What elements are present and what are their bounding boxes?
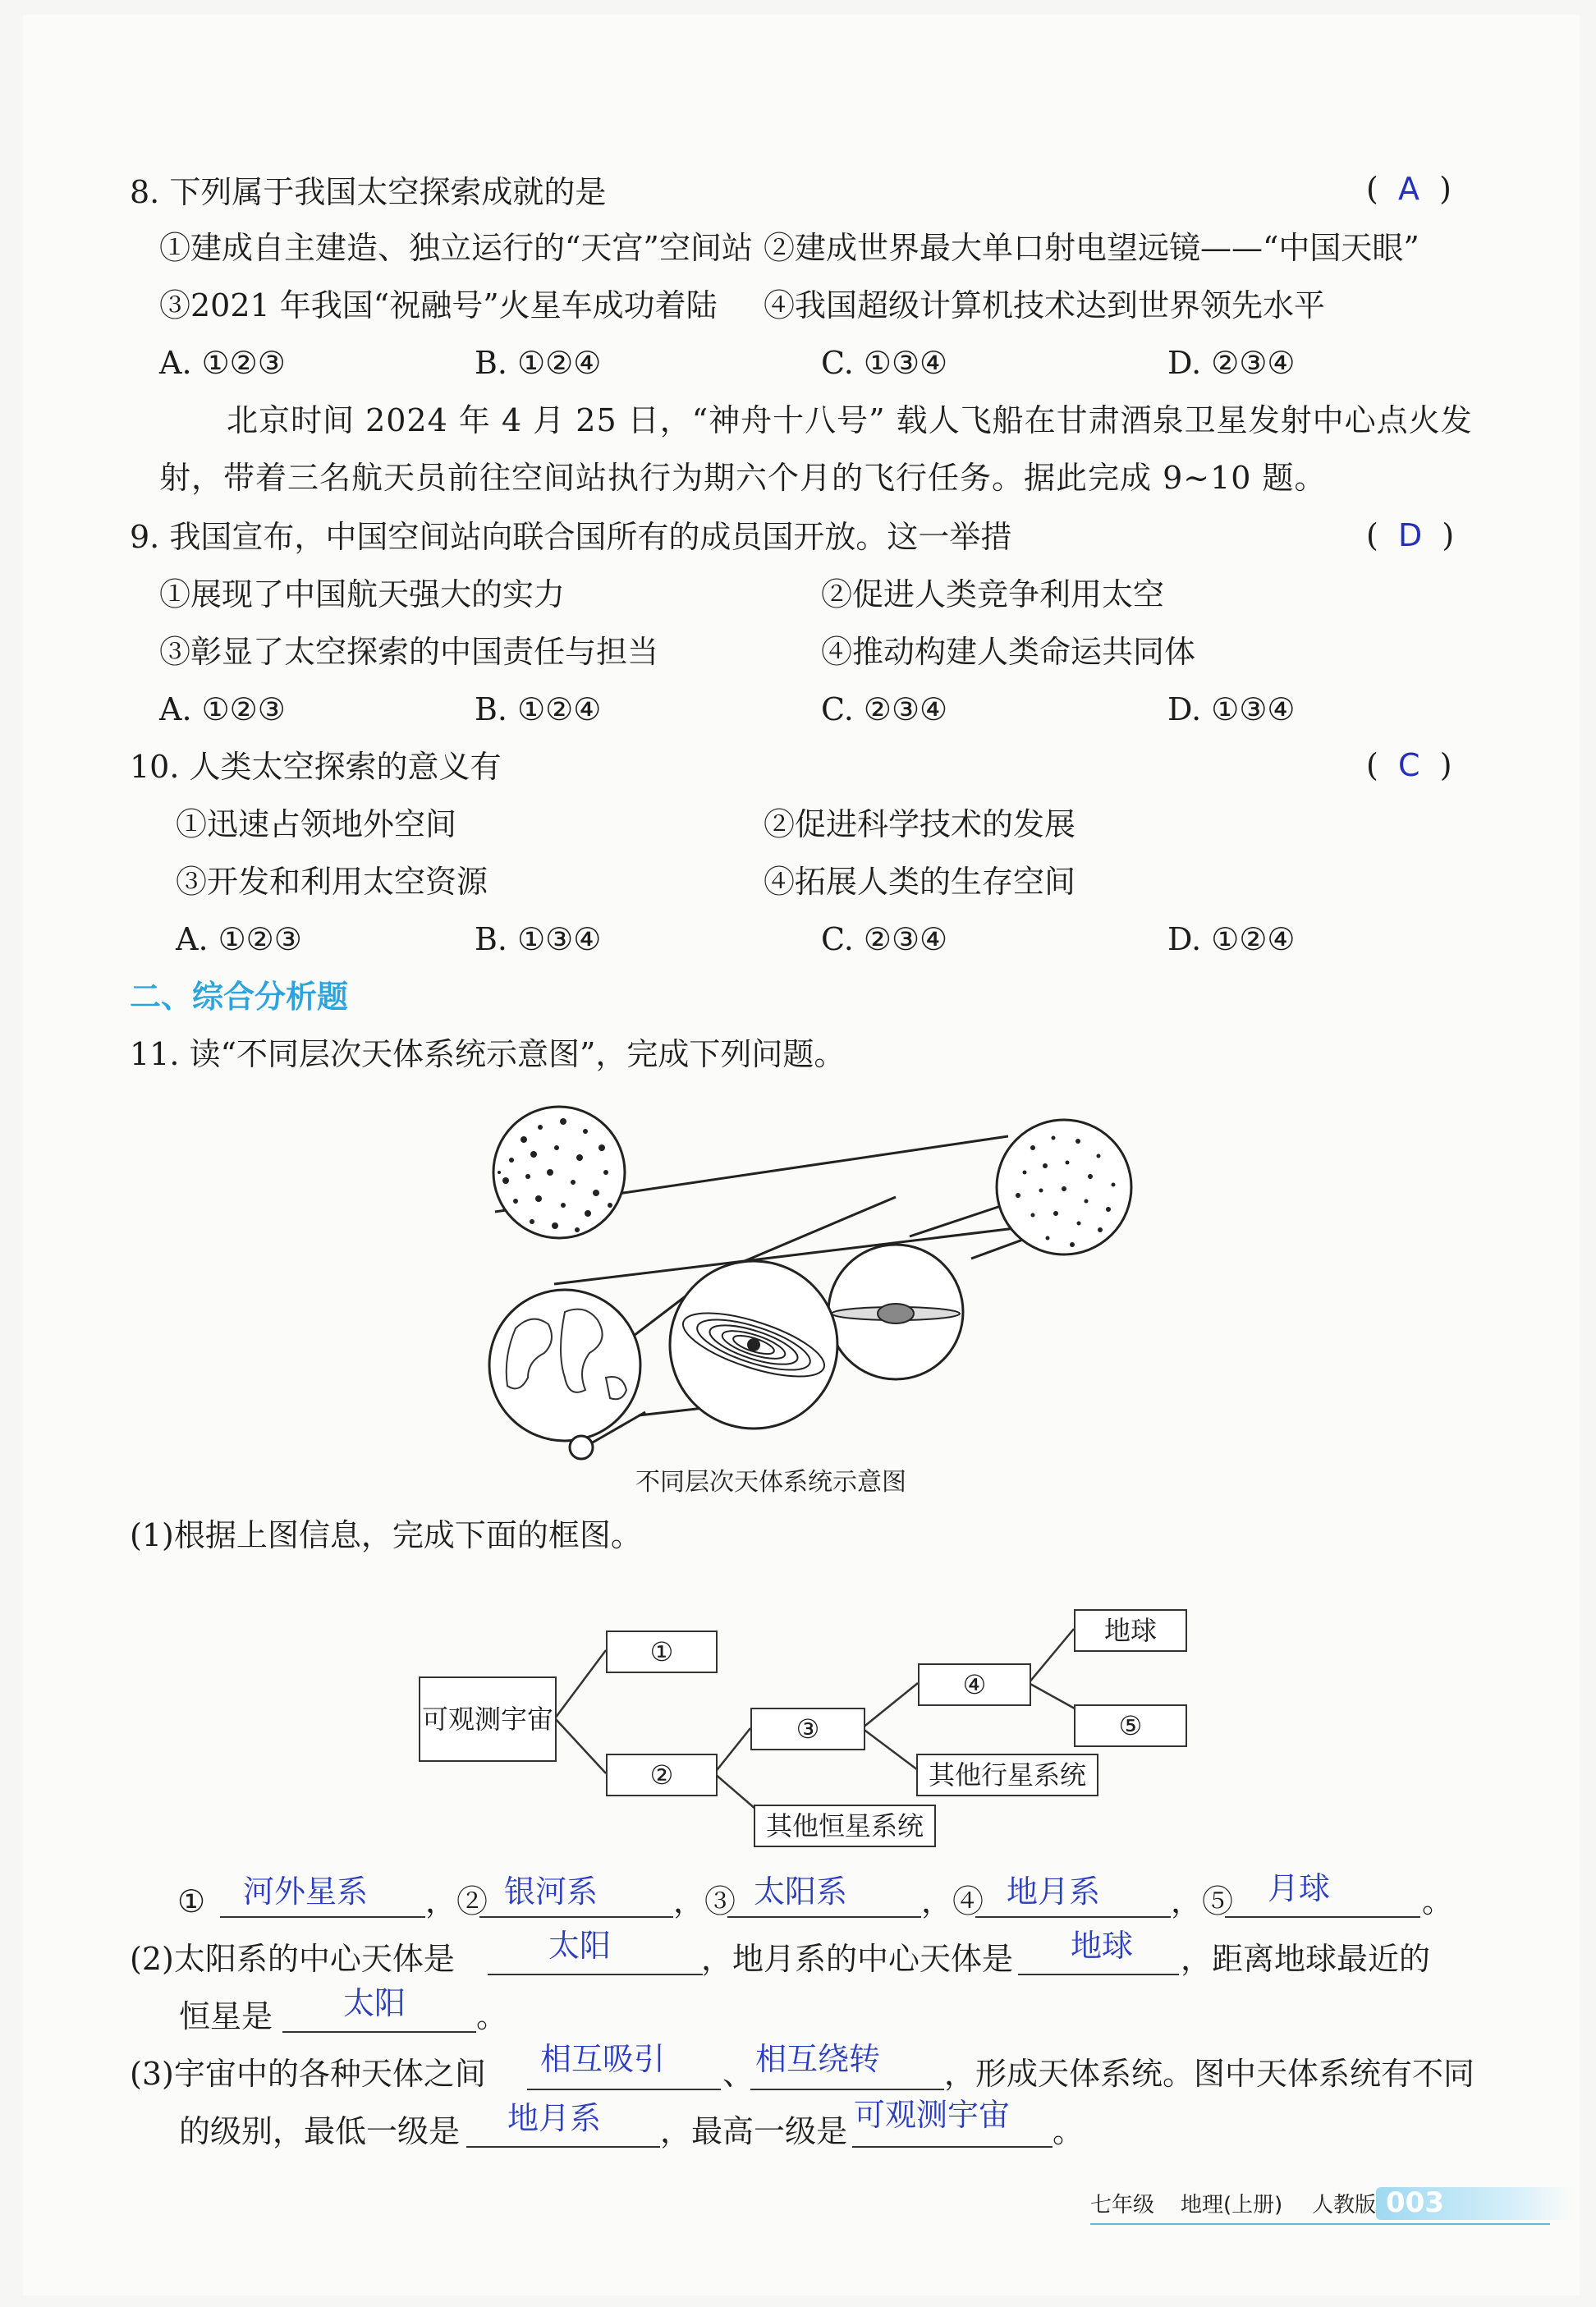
q8-choice-a: A. ①②③	[159, 345, 286, 381]
part2-answer-3: 太阳	[343, 1985, 406, 2021]
footer-grade: 七年级	[1090, 2193, 1155, 2218]
q9-choice-b: B. ①②④	[475, 691, 602, 727]
workbook-page	[23, 15, 1580, 2296]
part3-blank-2	[750, 2089, 944, 2090]
footer-edition: 人教版	[1312, 2193, 1377, 2218]
flowchart-box-4: ④	[918, 1663, 1031, 1706]
q9-option-2: ②促进人类竞争利用太空	[821, 576, 1165, 612]
part3-answer-2: 相互绕转	[755, 2041, 881, 2077]
part2-blank-3	[282, 2031, 476, 2033]
flowchart-box-earth: 地球	[1074, 1609, 1187, 1652]
q11-part2-text-2: ，地月系的中心天体是	[701, 1941, 1014, 1977]
q8-choice-b: B. ①②④	[475, 345, 602, 381]
q11-part2-text-3: ，距离地球最近的	[1181, 1941, 1431, 1977]
fill-end: 。	[1422, 1883, 1454, 1919]
q10-stem: 10. 人类太空探索的意义有	[130, 749, 502, 785]
fill-marker-2: ，②	[425, 1883, 488, 1919]
fill-answer-4: 地月系	[1007, 1874, 1101, 1910]
fill-marker-4: ，④	[921, 1883, 984, 1919]
flowchart-box-2: ②	[606, 1754, 718, 1796]
q9-stem: 9. 我国宣布，中国空间站向联合国所有的成员国开放。这一举措	[130, 519, 1012, 555]
q8-answer: A	[1397, 171, 1419, 207]
q10-option-3: ③开发和利用太空资源	[176, 864, 488, 900]
q10-choice-a: A. ①②③	[176, 921, 302, 957]
fill-answer-1: 河外星系	[243, 1874, 369, 1910]
figure-caption: 不同层次天体系统示意图	[635, 1468, 906, 1497]
flowchart-connectors	[23, 15, 1580, 1903]
q10-answer: C	[1397, 747, 1420, 783]
q10-option-1: ①迅速占领地外空间	[176, 806, 457, 842]
q10-option-4: ④拓展人类的生存空间	[764, 864, 1076, 900]
fill-blank-2	[479, 1916, 673, 1918]
q8-stem: 8. 下列属于我国太空探索成就的是	[130, 174, 607, 210]
q9-option-4: ④推动构建人类命运共同体	[821, 634, 1196, 670]
q8-choice-c: C. ①③④	[821, 345, 948, 381]
fill-blank-5	[1225, 1916, 1420, 1918]
q8-answer-bracket: ( A )	[1366, 171, 1452, 207]
flowchart-root-box: 可观测宇宙	[419, 1676, 557, 1762]
part3-blank-4	[852, 2146, 1053, 2148]
q10-choice-b: B. ①③④	[475, 921, 602, 957]
passage-line-1: 北京时间 2024 年 4 月 25 日，“神舟十八号” 载人飞船在甘肃酒泉卫星发射中心点火发	[227, 402, 1473, 438]
part3-answer-1: 相互吸引	[540, 2041, 666, 2077]
fill-blank-4	[975, 1916, 1171, 1918]
q9-answer: D	[1397, 517, 1423, 553]
part2-answer-1: 太阳	[548, 1928, 612, 1964]
part3-answer-3: 地月系	[507, 2100, 602, 2136]
part3-blank-1	[527, 2089, 721, 2090]
q11-part3-text-5: ，最高一级是	[660, 2113, 848, 2149]
footer-rule	[1090, 2223, 1550, 2225]
part2-answer-2: 地球	[1071, 1928, 1134, 1964]
q9-choice-c: C. ②③④	[821, 691, 948, 727]
q11-part1-prompt: (1)根据上图信息，完成下面的框图。	[130, 1517, 642, 1553]
flowchart-box-5: ⑤	[1074, 1704, 1187, 1747]
q11-stem: 11. 读“不同层次天体系统示意图”，完成下列问题。	[130, 1036, 846, 1072]
fill-blank-3	[727, 1916, 921, 1918]
q11-part2-text-1: (2)太阳系的中心天体是	[130, 1941, 455, 1977]
q11-part3-text-6: 。	[1053, 2113, 1085, 2149]
section-title: 二、综合分析题	[130, 979, 349, 1015]
passage-line-2: 射，带着三名航天员前往空间站执行为期六个月的飞行任务。据此完成 9~10 题。	[159, 460, 1327, 496]
q11-part3-text-1: (3)宇宙中的各种天体之间	[130, 2056, 486, 2092]
flowchart-box-3: ③	[750, 1708, 865, 1750]
fill-answer-3: 太阳系	[754, 1874, 848, 1910]
flowchart-box-other-planets: 其他行星系统	[916, 1754, 1098, 1796]
q11-part3-text-4: 的级别，最低一级是	[179, 2113, 461, 2149]
fill-answer-5: 月球	[1268, 1870, 1331, 1906]
fill-answer-2: 银河系	[504, 1874, 598, 1910]
flowchart-box-other-stars: 其他恒星系统	[754, 1805, 936, 1847]
q10-choice-c: C. ②③④	[821, 921, 948, 957]
q8-option-2: ②建成世界最大单口射电望远镜——“中国天眼”	[764, 230, 1419, 266]
q11-part3-text-3: ，形成天体系统。图中天体系统有不同	[944, 2056, 1475, 2092]
q8-option-3: ③2021 年我国“祝融号”火星车成功着陆	[159, 287, 718, 323]
q10-option-2: ②促进科学技术的发展	[764, 806, 1076, 842]
part3-answer-4: 可观测宇宙	[854, 2097, 1011, 2133]
q11-part2-text-5: 。	[476, 1998, 508, 2034]
q9-choice-a: A. ①②③	[159, 691, 286, 727]
q9-choice-d: D. ①③④	[1167, 691, 1296, 727]
q9-option-1: ①展现了中国航天强大的实力	[159, 576, 566, 612]
q8-option-1: ①建成自主建造、独立运行的“天宫”空间站	[159, 230, 753, 266]
q11-part3-text-2: 、	[722, 2056, 754, 2092]
part2-blank-2	[1018, 1974, 1179, 1975]
fill-marker-3: ，③	[673, 1883, 736, 1919]
q8-choice-d: D. ②③④	[1167, 345, 1296, 381]
part2-blank-1	[488, 1974, 703, 1975]
fill-blank-1	[220, 1916, 425, 1918]
fill-marker-5: ，⑤	[1171, 1883, 1234, 1919]
part3-blank-3	[466, 2146, 660, 2148]
q8-option-4: ④我国超级计算机技术达到世界领先水平	[764, 287, 1326, 323]
flowchart-box-1: ①	[606, 1630, 718, 1673]
footer-subject: 地理(上册)	[1181, 2193, 1283, 2218]
q11-part2-text-4: 恒星是	[179, 1998, 273, 2034]
footer-page-number: 003	[1386, 2186, 1444, 2219]
q9-answer-bracket: ( D )	[1366, 517, 1455, 553]
fill-marker-1: ①	[177, 1883, 206, 1919]
q9-option-3: ③彰显了太空探索的中国责任与担当	[159, 634, 659, 670]
q10-choice-d: D. ①②④	[1167, 921, 1296, 957]
q10-answer-bracket: ( C )	[1366, 747, 1452, 783]
